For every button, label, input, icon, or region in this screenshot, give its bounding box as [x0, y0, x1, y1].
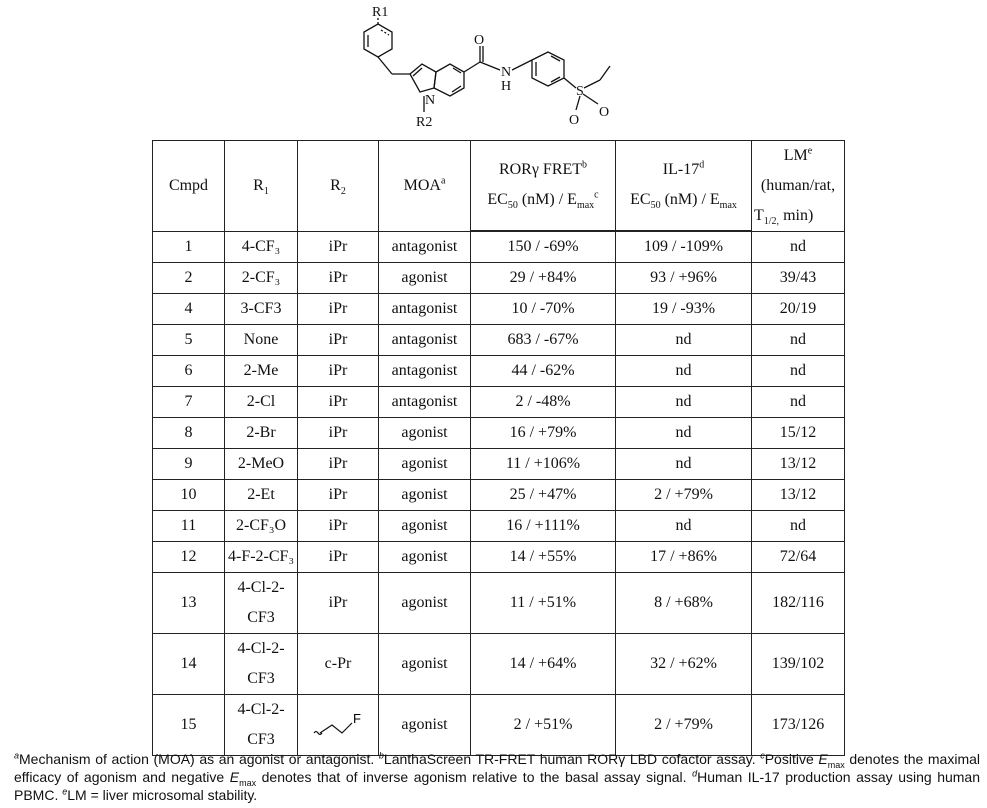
header-r1: $R_1$	[225, 141, 298, 232]
cell-r2: iPr	[298, 449, 379, 480]
cell-r2: iPr	[298, 387, 379, 418]
cell-r1: 2-Cl	[225, 387, 298, 418]
cell-r2: iPr	[298, 325, 379, 356]
cell-il17: nd	[616, 418, 752, 449]
cell-moa: antagonist	[379, 387, 471, 418]
cell-cmpd: 5	[153, 325, 225, 356]
cell-il17: nd	[616, 449, 752, 480]
cell-lm: 13/12	[752, 480, 845, 511]
header-lm: LMe (human/rat, $T_{1/2,}$ min)	[752, 141, 845, 232]
cell-r2: c-Pr	[298, 634, 379, 695]
cell-fret: 25 / +47%	[471, 480, 616, 511]
table-row	[153, 356, 845, 387]
structure-r2-label: R2	[416, 115, 433, 130]
header-moa: MOA$^a$	[379, 141, 471, 232]
cell-moa: agonist	[379, 449, 471, 480]
cell-fret: 150 / -69%	[471, 232, 616, 263]
cell-r1	[225, 695, 298, 756]
cell-r1: 2-Me	[225, 356, 298, 387]
cell-r1: 2-Et	[225, 480, 298, 511]
cell-r1: 4-CF₃	[225, 232, 298, 263]
cell-cmpd: 8	[153, 418, 225, 449]
cell-r1: 2-Br	[225, 418, 298, 449]
cell-il17: 19 / -93%	[616, 294, 752, 325]
cell-lm: nd	[752, 387, 845, 418]
cell-r2: iPr	[298, 573, 379, 634]
cell-fret: 2 / +51%	[471, 695, 616, 756]
cell-r1-line1: 4-Cl-2-	[237, 640, 285, 657]
cell-fret: 16 / +79%	[471, 418, 616, 449]
footnotes: $^a$Mechanism of action (MOA) as an agonist or antagonist. $^b$LanthaScreen TR-FRET human RORγ LBD cofactor assay. $^c$Positive $E_{max}$ denotes the maximal efficacy of agonism and negative $E_{max}$ denotes that of inverse agonism relative to the basal assay signal. $^d$Human IL-17 production assay using human PBMC. $^e$LM = liver microsomal stability.	[14, 750, 981, 803]
cell-cmpd: 10	[153, 480, 225, 511]
cell-cmpd: 11	[153, 511, 225, 542]
table-row	[153, 263, 845, 294]
cell-moa: antagonist	[379, 325, 471, 356]
cell-cmpd: 14	[153, 634, 225, 695]
cell-cmpd: 7	[153, 387, 225, 418]
cell-r1: 4-F-2-CF₃	[225, 542, 298, 573]
cell-cmpd: 6	[153, 356, 225, 387]
cell-r1-line2: CF3	[247, 731, 275, 748]
chemical-structure	[340, 4, 660, 134]
cell-lm: 72/64	[752, 542, 845, 573]
table-row	[153, 418, 845, 449]
cell-il17: 2 / +79%	[616, 695, 752, 756]
cell-il17: nd	[616, 387, 752, 418]
cell-r1-line2: CF3	[247, 670, 275, 687]
cell-r1-line2: CF3	[247, 609, 275, 626]
header-fret: RORγ FRET$^b$ $EC_{50}$ $(nM) / E_{max}^c$	[471, 141, 616, 231]
fluoropropyl-substituent	[308, 707, 368, 743]
structure-r1-label: R1	[372, 5, 389, 20]
cell-moa: agonist	[379, 542, 471, 573]
header-il17: IL-17$^d$ $EC_{50}$ $(nM) / E_{max}$	[616, 141, 752, 231]
table-row	[153, 480, 845, 511]
cell-il17: 2 / +79%	[616, 480, 752, 511]
cell-fret: 11 / +106%	[471, 449, 616, 480]
cell-r1-line1: 4-Cl-2-	[237, 701, 285, 718]
cell-moa: agonist	[379, 634, 471, 695]
cell-r1	[225, 634, 298, 695]
cell-lm: nd	[752, 356, 845, 387]
cell-il17: 17 / +86%	[616, 542, 752, 573]
cell-moa: agonist	[379, 573, 471, 634]
cell-r2: iPr	[298, 232, 379, 263]
cell-r1: 3-CF3	[225, 294, 298, 325]
table-row	[153, 634, 845, 695]
structure-amide-h-label: H	[501, 79, 512, 94]
cell-r1-line1: 4-Cl-2-	[237, 579, 285, 596]
cell-cmpd: 2	[153, 263, 225, 294]
header-cmpd: Cmpd	[153, 141, 225, 232]
cell-r1: 2-MeO	[225, 449, 298, 480]
cell-fret: 29 / +84%	[471, 263, 616, 294]
cell-moa: antagonist	[379, 294, 471, 325]
cell-r1	[225, 573, 298, 634]
cell-lm: nd	[752, 511, 845, 542]
table-row	[153, 232, 845, 263]
cell-lm: 139/102	[752, 634, 845, 695]
cell-r2: iPr	[298, 480, 379, 511]
cell-r2: iPr	[298, 542, 379, 573]
cell-cmpd: 12	[153, 542, 225, 573]
cell-fret: 14 / +64%	[471, 634, 616, 695]
cell-fret: 10 / -70%	[471, 294, 616, 325]
cell-moa: agonist	[379, 695, 471, 756]
structure-o2-label: O	[599, 105, 610, 120]
cell-lm: 173/126	[752, 695, 845, 756]
cell-fret: 44 / -62%	[471, 356, 616, 387]
cell-r2: iPr	[298, 418, 379, 449]
cell-fret: 2 / -48%	[471, 387, 616, 418]
cell-lm: nd	[752, 325, 845, 356]
cell-r2: iPr	[298, 263, 379, 294]
cell-fret: 683 / -67%	[471, 325, 616, 356]
cell-lm: 20/19	[752, 294, 845, 325]
cell-cmpd: 9	[153, 449, 225, 480]
cell-lm: 13/12	[752, 449, 845, 480]
cell-r1: 2-CF₃	[225, 263, 298, 294]
cell-il17: nd	[616, 511, 752, 542]
cell-il17: 93 / +96%	[616, 263, 752, 294]
cell-il17: 109 / -109%	[616, 232, 752, 263]
cell-moa: agonist	[379, 418, 471, 449]
cell-moa: agonist	[379, 511, 471, 542]
table-body	[153, 232, 845, 756]
cell-moa: antagonist	[379, 232, 471, 263]
cell-fret: 11 / +51%	[471, 573, 616, 634]
cell-r1: None	[225, 325, 298, 356]
cell-r2: iPr	[298, 511, 379, 542]
cell-cmpd: 13	[153, 573, 225, 634]
cell-lm: 15/12	[752, 418, 845, 449]
structure-o-label: O	[474, 33, 485, 48]
table-row	[153, 387, 845, 418]
structure-s-label: S	[576, 84, 584, 99]
cell-r2	[298, 695, 379, 756]
header-r2: $R_2$	[298, 141, 379, 232]
cell-r2: iPr	[298, 294, 379, 325]
structure-n-label: N	[425, 93, 436, 108]
cell-moa: agonist	[379, 263, 471, 294]
table-row	[153, 325, 845, 356]
table-row	[153, 511, 845, 542]
cell-moa: antagonist	[379, 356, 471, 387]
structure-o1-label: O	[569, 113, 580, 128]
cell-moa: agonist	[379, 480, 471, 511]
cell-cmpd: 15	[153, 695, 225, 756]
table-row	[153, 695, 845, 756]
cell-lm: nd	[752, 232, 845, 263]
table-row	[153, 573, 845, 634]
cell-lm: 39/43	[752, 263, 845, 294]
cell-cmpd: 4	[153, 294, 225, 325]
cell-r2: iPr	[298, 356, 379, 387]
cell-r1: 2-CF₃O	[225, 511, 298, 542]
cell-fret: 14 / +55%	[471, 542, 616, 573]
table-row	[153, 542, 845, 573]
cell-lm: 182/116	[752, 573, 845, 634]
cell-il17: 8 / +68%	[616, 573, 752, 634]
results-table	[152, 140, 845, 756]
cell-il17: nd	[616, 325, 752, 356]
fluorine-label: F	[353, 711, 361, 726]
cell-cmpd: 1	[153, 232, 225, 263]
table-row	[153, 449, 845, 480]
table-row	[153, 294, 845, 325]
structure-amide-n-label: N	[501, 65, 512, 80]
cell-il17: nd	[616, 356, 752, 387]
cell-il17: 32 / +62%	[616, 634, 752, 695]
cell-fret: 16 / +111%	[471, 511, 616, 542]
